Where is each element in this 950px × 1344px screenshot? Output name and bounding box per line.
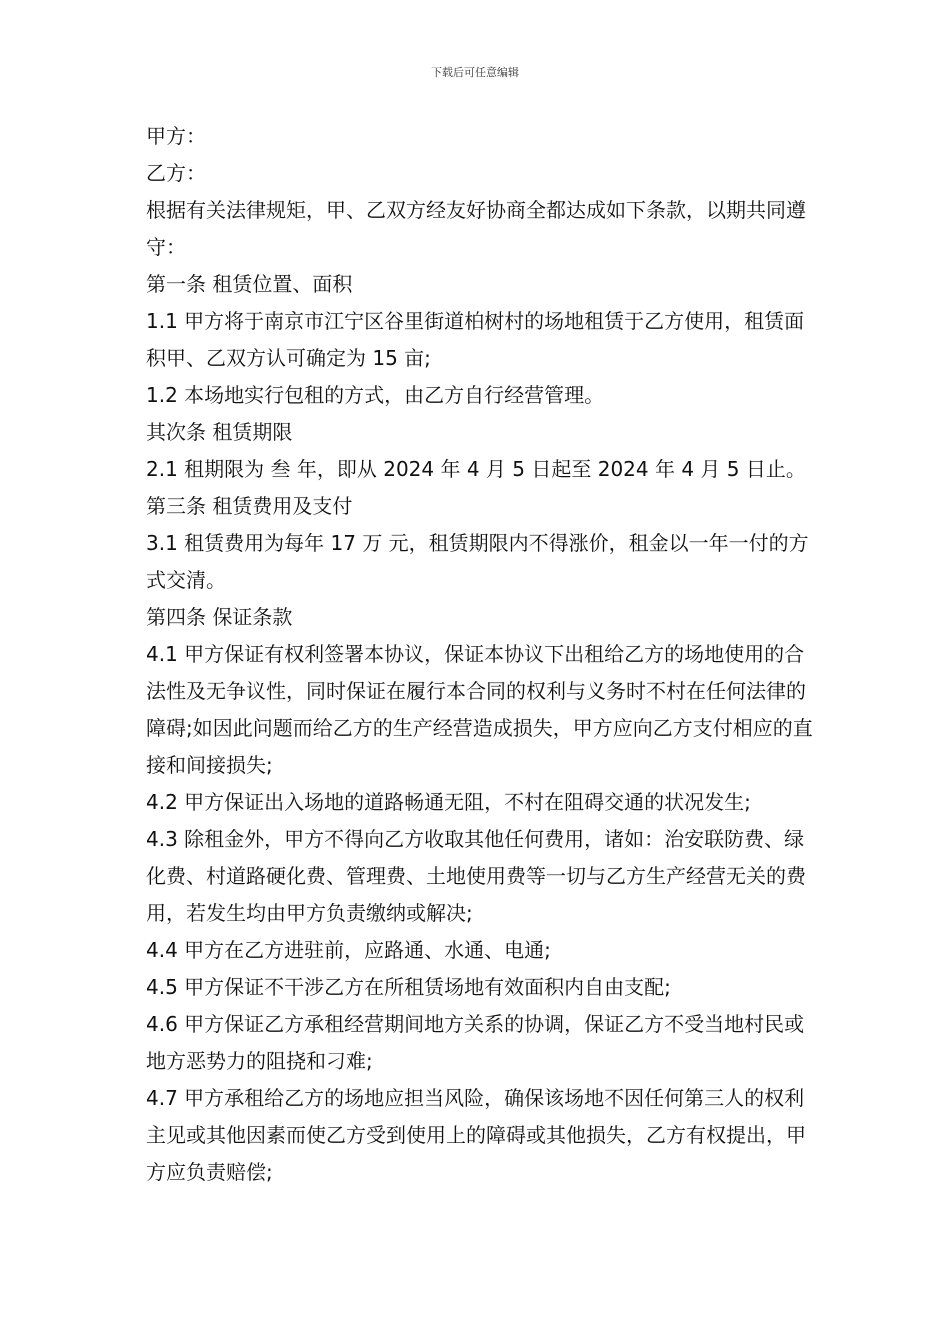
clause-4-2: 4.2 甲方保证出入场地的道路畅通无阻，不村在阻碍交通的状况发生;: [146, 790, 751, 814]
clause-4-3: 4.3 除租金外，甲方不得向乙方收取其他任何费用，诸如：治安联防费、绿化费、村道路硬化费、管理费、土地使用费等一切与乙方生产经营无关的费用，若发生均由甲方负责缴纳或解决;: [146, 827, 806, 925]
article-1-heading: 第一条 租赁位置、面积: [146, 272, 353, 296]
page-header-note: 下载后可任意编辑: [431, 66, 519, 79]
article-4-heading: 第四条 保证条款: [146, 605, 293, 629]
clause-4-4: 4.4 甲方在乙方进驻前，应路通、水通、电通;: [146, 938, 551, 962]
article-3-heading: 第三条 租赁费用及支付: [146, 494, 353, 518]
clause-1-2: 1.2 本场地实行包租的方式，由乙方自行经营管理。: [146, 383, 605, 407]
clause-4-5: 4.5 甲方保证不干涉乙方在所租赁场地有效面积内自由支配;: [146, 975, 671, 999]
clause-4-6: 4.6 甲方保证乙方承租经营期间地方关系的协调，保证乙方不受当地村民或地方恶势力的阻挠和刁难;: [146, 1012, 805, 1073]
document-body: [146, 118, 816, 1191]
article-2-heading: 其次条 租赁期限: [146, 420, 293, 444]
clause-4-7: 4.7 甲方承租给乙方的场地应担当风险，确保该场地不因任何第三人的权利主见或其他因素而使乙方受到使用上的障碍或其他损失，乙方有权提出，甲方应负责赔偿;: [146, 1086, 806, 1184]
preamble-paragraph: 根据有关法律规矩，甲、乙双方经友好协商全都达成如下条款，以期共同遵守：: [146, 198, 806, 259]
clause-2-1: 2.1 租期限为 叁 年，即从 2024 年 4 月 5 日起至 2024 年 4 月 5 日止。: [146, 457, 806, 481]
party-a-line: 甲方：: [146, 124, 206, 148]
clause-3-1: 3.1 租赁费用为每年 17 万 元，租赁期限内不得涨价，租金以一年一付的方式交清。: [146, 531, 809, 592]
party-b-line: 乙方：: [146, 161, 206, 185]
clause-4-1: 4.1 甲方保证有权利签署本协议，保证本协议下出租给乙方的场地使用的合法性及无争议性，同时保证在履行本合同的权利与义务时不村在任何法律的障碍;如因此问题而给乙方的生产经营造成损失，甲方应向乙方支付相应的直接和间接损失;: [146, 642, 813, 777]
clause-1-1: 1.1 甲方将于南京市江宁区谷里街道柏树村的场地租赁于乙方使用，租赁面积甲、乙双方认可确定为 15 亩;: [146, 309, 805, 370]
